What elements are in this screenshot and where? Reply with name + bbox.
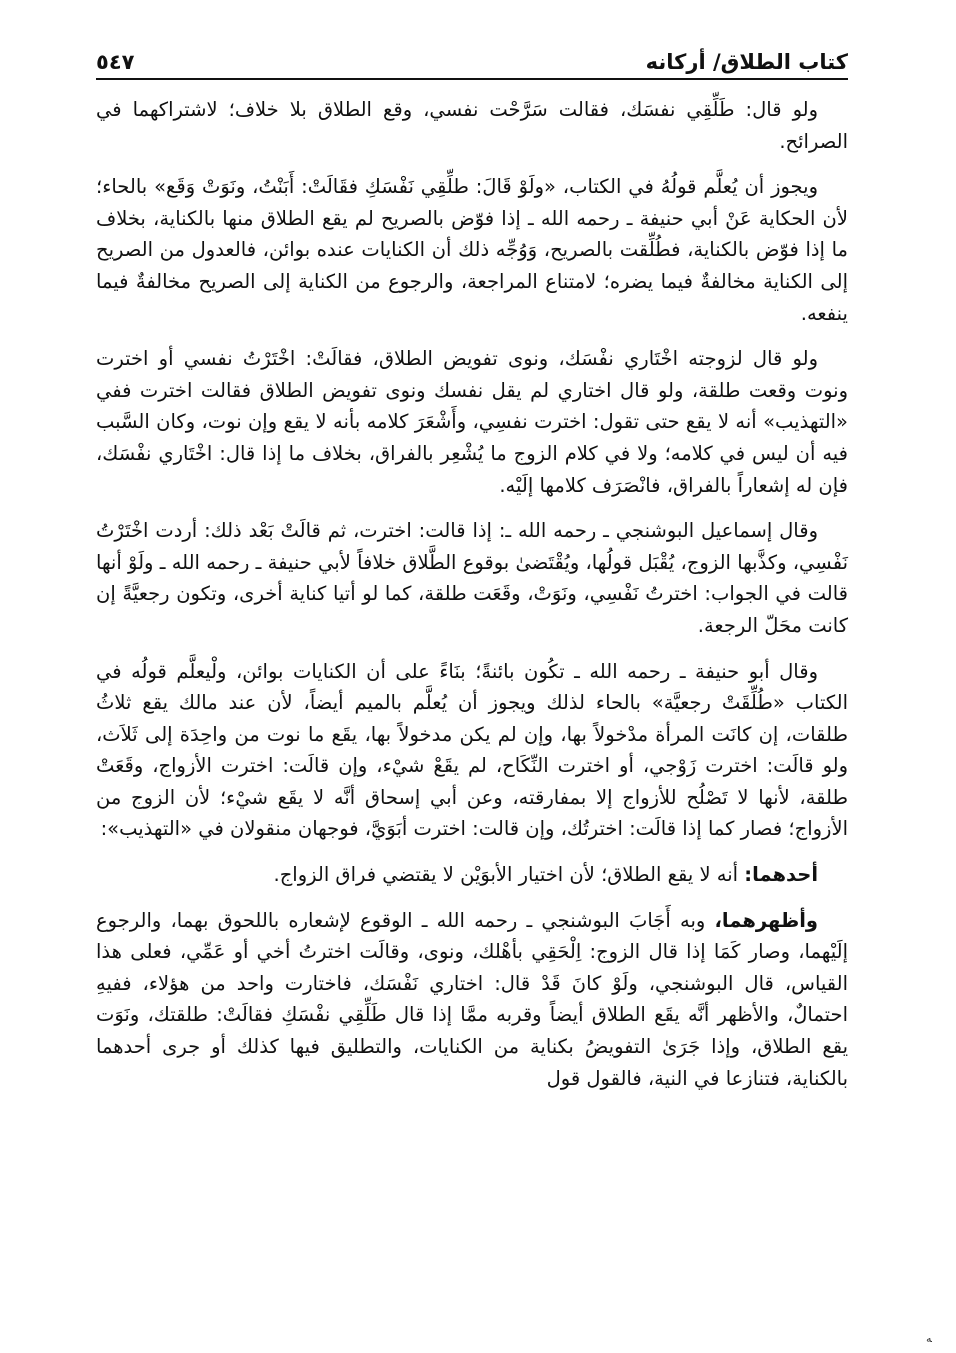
paragraph-text: وقال أبو حنيفة ـ رحمه الله ـ تكُون بائنةً؛ بنَاءً على أن الكنايات بوائن، ولْيعلَّم قولُه في الكتاب «طُلِّقَتْ رجعيَّة» بالحاء لذلك ويجوز أن يُعلَّم بالميم أيضاً، لأن عند مالك يقع ثلاثُ طلقات، إن كانَت المرأة مدْخولاً بها، وإن لم يكن مدخولاً بها، يقَع ما نوت من واحِدَة إلى ثَلاَث، ولو قالَت: اخترت زَوْجي، أو اخترت النِّكَاح، لم يقَعْ شيْء، وإن قالَت: اخترت الأزواج، وقَعَتْ طلقة، لأنها لا تَصْلُح للأزواج إلا بمفارقته، وعن أبي إسحاق أنَّه لا يقَع شيْء؛ لأن الزوج من الأزواج؛ فصار كما إذا قالَت: اخترتُك، وإن قالت: اخترت أبَوَيَّ، فوجهان منقولان في «التهذيب»: <box>96 659 848 841</box>
paragraph-5 <box>96 656 848 846</box>
paragraph-text: أنه لا يقع الطلاق؛ لأن اختيار الأبوَيْن لا يقتضي فراق الزواج. <box>273 863 739 887</box>
corner-mark: ﻪ <box>926 1332 932 1345</box>
paragraph-7 <box>96 905 848 1095</box>
paragraph-text: ولو قال: طَلِّقِي نفسَك، فقالت سَرَّحْت نفسي، وقع الطلاق بلا خلاف؛ لاشتراكهما في الصرائح. <box>96 98 848 153</box>
paragraph-text: وبه أَجَابَ البوشنجي ـ رحمه الله ـ الوقوع لإشعاره باللحوق بهما، والرجوع إلَيْهما، وصار كَمَا إذا قال الزوج: اِلْحَقِي بأهْلك، ونوى، وقالَت اخترتُ أخي أو عَمِّي، فعلى هذا القياس، قال البوشنجي، ولَوْ كانَ قَدْ قال: اختاري نَفْسَك، فاختارت واحد من هؤلاء، ففيهِ احتمالٌ، والأظهر أنَّه يقَع الطلاق أيضاً وقربه ممَّا إذا قال طَلِّقِي نفْسَكِ فقالَتْ: طلقتك، ونَوَت يقع الطلاق، وإذا جَرَىٰ التفويضُ بكناية من الكنايات، والتطليق فيها كذلك أو جرى أحدهما بالكناية، فتنازعا في النية، فالقول قول <box>96 908 848 1090</box>
chapter-title: كتاب الطلاق/ أركانه <box>645 50 848 74</box>
paragraph-6 <box>96 859 848 891</box>
paragraph-1 <box>96 94 848 157</box>
body-text <box>96 94 848 1094</box>
paragraph-text: وقال إسماعيل البوشنجي ـ رحمه الله ـ: إذا قالت: اخترت، ثم قالَتْ بَعْد ذلك: أردت اخْتَرْتُ نَفْسِي، وكذَّبها الزوج، يُقْبَل قولُها، ويُقْتَضىٰ بوقوع الطَّلاق خلافاً لأبي حنيفة ـ رحمه الله ـ ولَوْ أنها قالت في الجواب: اخترتُ نَفْسِي، ونَوَتْ، وقَعَت طلقة، كما لو أتيا كناية أخرى، وتكون رجعيَّةً إن كانت محَلّ الرجعة. <box>96 519 848 637</box>
paragraph-2 <box>96 171 848 329</box>
paragraph-3 <box>96 343 848 501</box>
paragraph-text: ويجوز أن يُعلَّم قولُهُ في الكتاب، «ولَوْ قَالَ: طلِّقِي نَفْسَكِ فقَالَتْ: أَبَنْتُ، ونَوَتْ وَقَع» بالحاء؛ لأن الحكاية عَنْ أبي حنيفة ـ رحمه الله ـ إذا فوّض بالصريح لم يقع الطلاق منها بالكناية، بخلاف ما إذا فوّض بالكناية، فطُلِّقت بالصريح، وَوُجِّه ذلك أن الكنايات عنده بوائن، فالعدول من الصريح إلى الكناية مخالفةٌ فيما يضره؛ لامتناع المراجعة، والرجوع من الكناية إلى الصريح مخالفةٌ فيما ينفعه. <box>96 175 848 325</box>
page-number: ٥٤٧ <box>96 50 135 74</box>
paragraph-text: ولو قال لزوجته اخْتَاري نفْسَك، ونوى تفويض الطلاق، فقالَتْ: اخْتَرْتُ نفسي أو اخترت ونوت وقعت طلقة، ولو قال اختاري لم يقل نفسك ونوى تفويض الطلاق فقالت اخترت ففي «التهذيب» أنه لا يقع حتى تقول: اخترت نفسِي، وأَشْعَرَ كلامه بأنه لا يقع وإن نوت، وكان السَّبب فيه أن ليس في كلامه؛ ولا في كلام الزوج ما يُشْعِر بالفراق، بخلاف ما إذا قال: اخْتَاري نفْسَك، فإن له إشعاراً بالفراق، فانْصَرَف كلامها إلَيْه. <box>96 347 848 497</box>
running-header <box>96 30 848 80</box>
book-page <box>96 30 848 1108</box>
paragraph-lead: وأظهرهما، <box>714 908 819 932</box>
paragraph-lead: أحدهما: <box>744 863 818 887</box>
paragraph-4 <box>96 515 848 641</box>
